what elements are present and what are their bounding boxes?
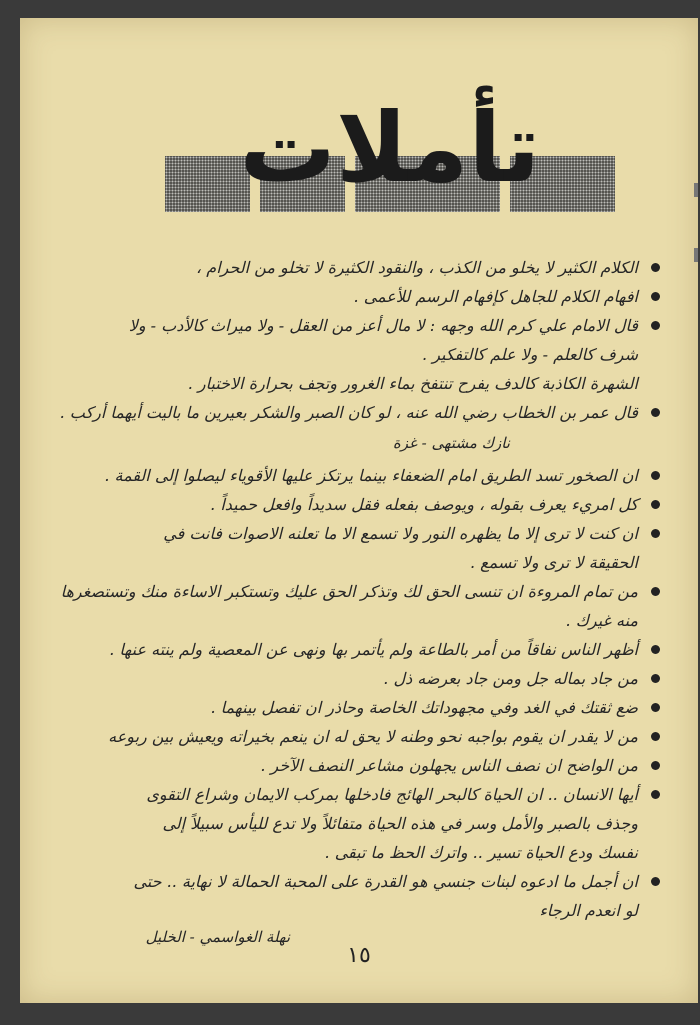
content-body — [60, 253, 660, 949]
quote-line: من الواضح ان نصف الناس يجهلون مشاعر النصف الآخر . — [260, 756, 638, 775]
bullet-icon — [651, 321, 660, 330]
page-number: ١٥ — [347, 943, 371, 968]
bullet-icon — [651, 529, 660, 538]
quote-item — [60, 253, 660, 282]
quote-item — [60, 751, 660, 780]
quote-item — [60, 722, 660, 751]
quote-line: الشهرة الكاذبة كالدف يفرح تنتفخ بماء الغرور وتجف بحرارة الاختبار . — [187, 374, 638, 393]
quotes-list-1 — [60, 253, 660, 427]
bullet-icon — [651, 703, 660, 712]
quote-line: لو انعدم الرجاء — [539, 901, 638, 920]
quote-item — [60, 311, 660, 369]
bullet-icon — [651, 471, 660, 480]
edge-mark — [694, 248, 698, 262]
quote-line: ان كنت لا ترى إلا ما يظهره النور ولا تسمع الا ما تعلنه الاصوات فانت في — [163, 524, 638, 543]
quote-line: من جاد بماله جل ومن جاد بعرضه ذل . — [383, 669, 638, 688]
quote-line: ضع ثقتك في الغد وفي مجهوداتك الخاصة وحاذر ان تفصل بينهما . — [210, 698, 638, 717]
page-title: تأملات — [239, 92, 541, 204]
quote-line: نفسك ودع الحياة تسير .. واترك الحظ ما تبقى . — [324, 843, 638, 862]
signature-nazek: نازك مشتهى - غزة — [392, 434, 510, 452]
bullet-icon — [651, 645, 660, 654]
quote-item — [60, 867, 660, 925]
quote-line: شرف كالعلم - ولا علم كالتفكير . — [422, 345, 638, 364]
quote-line: قال الامام علي كرم الله وجهه : لا مال أعز من العقل - ولا ميراث كالأدب - ولا — [128, 316, 638, 335]
quote-line: وجذف بالصبر والأمل وسر في هذه الحياة متفائلاً ولا تدع لليأس سبيلاً إلى — [162, 814, 638, 833]
quote-item — [60, 369, 660, 398]
quote-line: كل امريء يعرف بقوله ، ويوصف بفعله فقل سديداً وافعل حميداً . — [210, 495, 638, 514]
quote-item — [60, 398, 660, 427]
quote-line: ان أجمل ما ادعوه لبنات جنسي هو القدرة على المحبة الحمالة لا نهاية .. حتى — [133, 872, 638, 891]
quote-item — [60, 780, 660, 867]
quote-item — [60, 282, 660, 311]
quote-item — [60, 693, 660, 722]
magazine-page — [20, 18, 698, 1003]
quote-item — [60, 577, 660, 635]
edge-mark — [694, 183, 698, 197]
quote-line: الكلام الكثير لا يخلو من الكذب ، والنقود الكثيرة لا تخلو من الحرام ، — [196, 258, 638, 277]
bullet-icon — [651, 587, 660, 596]
bullet-icon — [651, 263, 660, 272]
bullet-icon — [651, 292, 660, 301]
quote-item — [60, 664, 660, 693]
bullet-icon — [651, 408, 660, 417]
quote-line: منه غيرك . — [565, 611, 638, 630]
quote-line: أيها الانسان .. ان الحياة كالبحر الهائج فادخلها بمركب الايمان وشراع التقوى — [146, 785, 638, 804]
quote-item — [60, 635, 660, 664]
quote-line: من لا يقدر ان يقوم بواجبه نحو وطنه لا يحق له ان ينعم بخيراته ويعيش بين ربوعه — [108, 727, 638, 746]
quote-line: افهام الكلام للجاهل كإفهام الرسم للأعمى . — [353, 287, 638, 306]
quote-line: من تمام المروءة ان تنسى الحق لك وتذكر الحق عليك وتستكبر الاساءة منك وتستصغرها — [60, 582, 638, 601]
signature-nahla: نهلة الغواسمي - الخليل — [145, 928, 290, 946]
quote-line: الحقيقة لا ترى ولا تسمع . — [469, 553, 638, 572]
quote-line: ان الصخور تسد الطريق امام الضعفاء بينما يرتكز عليها الأقوياء ليصلوا إلى القمة . — [104, 466, 638, 485]
quote-line: قال عمر بن الخطاب رضي الله عنه ، لو كان الصبر والشكر بعيرين ما باليت أيهما أركب . — [59, 403, 638, 422]
title-block — [165, 88, 615, 218]
bullet-icon — [651, 500, 660, 509]
quotes-list-2 — [60, 461, 660, 925]
quote-item — [60, 490, 660, 519]
bullet-icon — [651, 674, 660, 683]
quote-item — [60, 519, 660, 577]
bullet-icon — [651, 761, 660, 770]
bullet-icon — [651, 790, 660, 799]
bullet-icon — [651, 732, 660, 741]
quote-item — [60, 461, 660, 490]
bullet-icon — [651, 877, 660, 886]
quote-line: أظهر الناس نفاقاً من أمر بالطاعة ولم يأتمر بها ونهى عن المعصية ولم ينته عنها . — [109, 640, 638, 659]
